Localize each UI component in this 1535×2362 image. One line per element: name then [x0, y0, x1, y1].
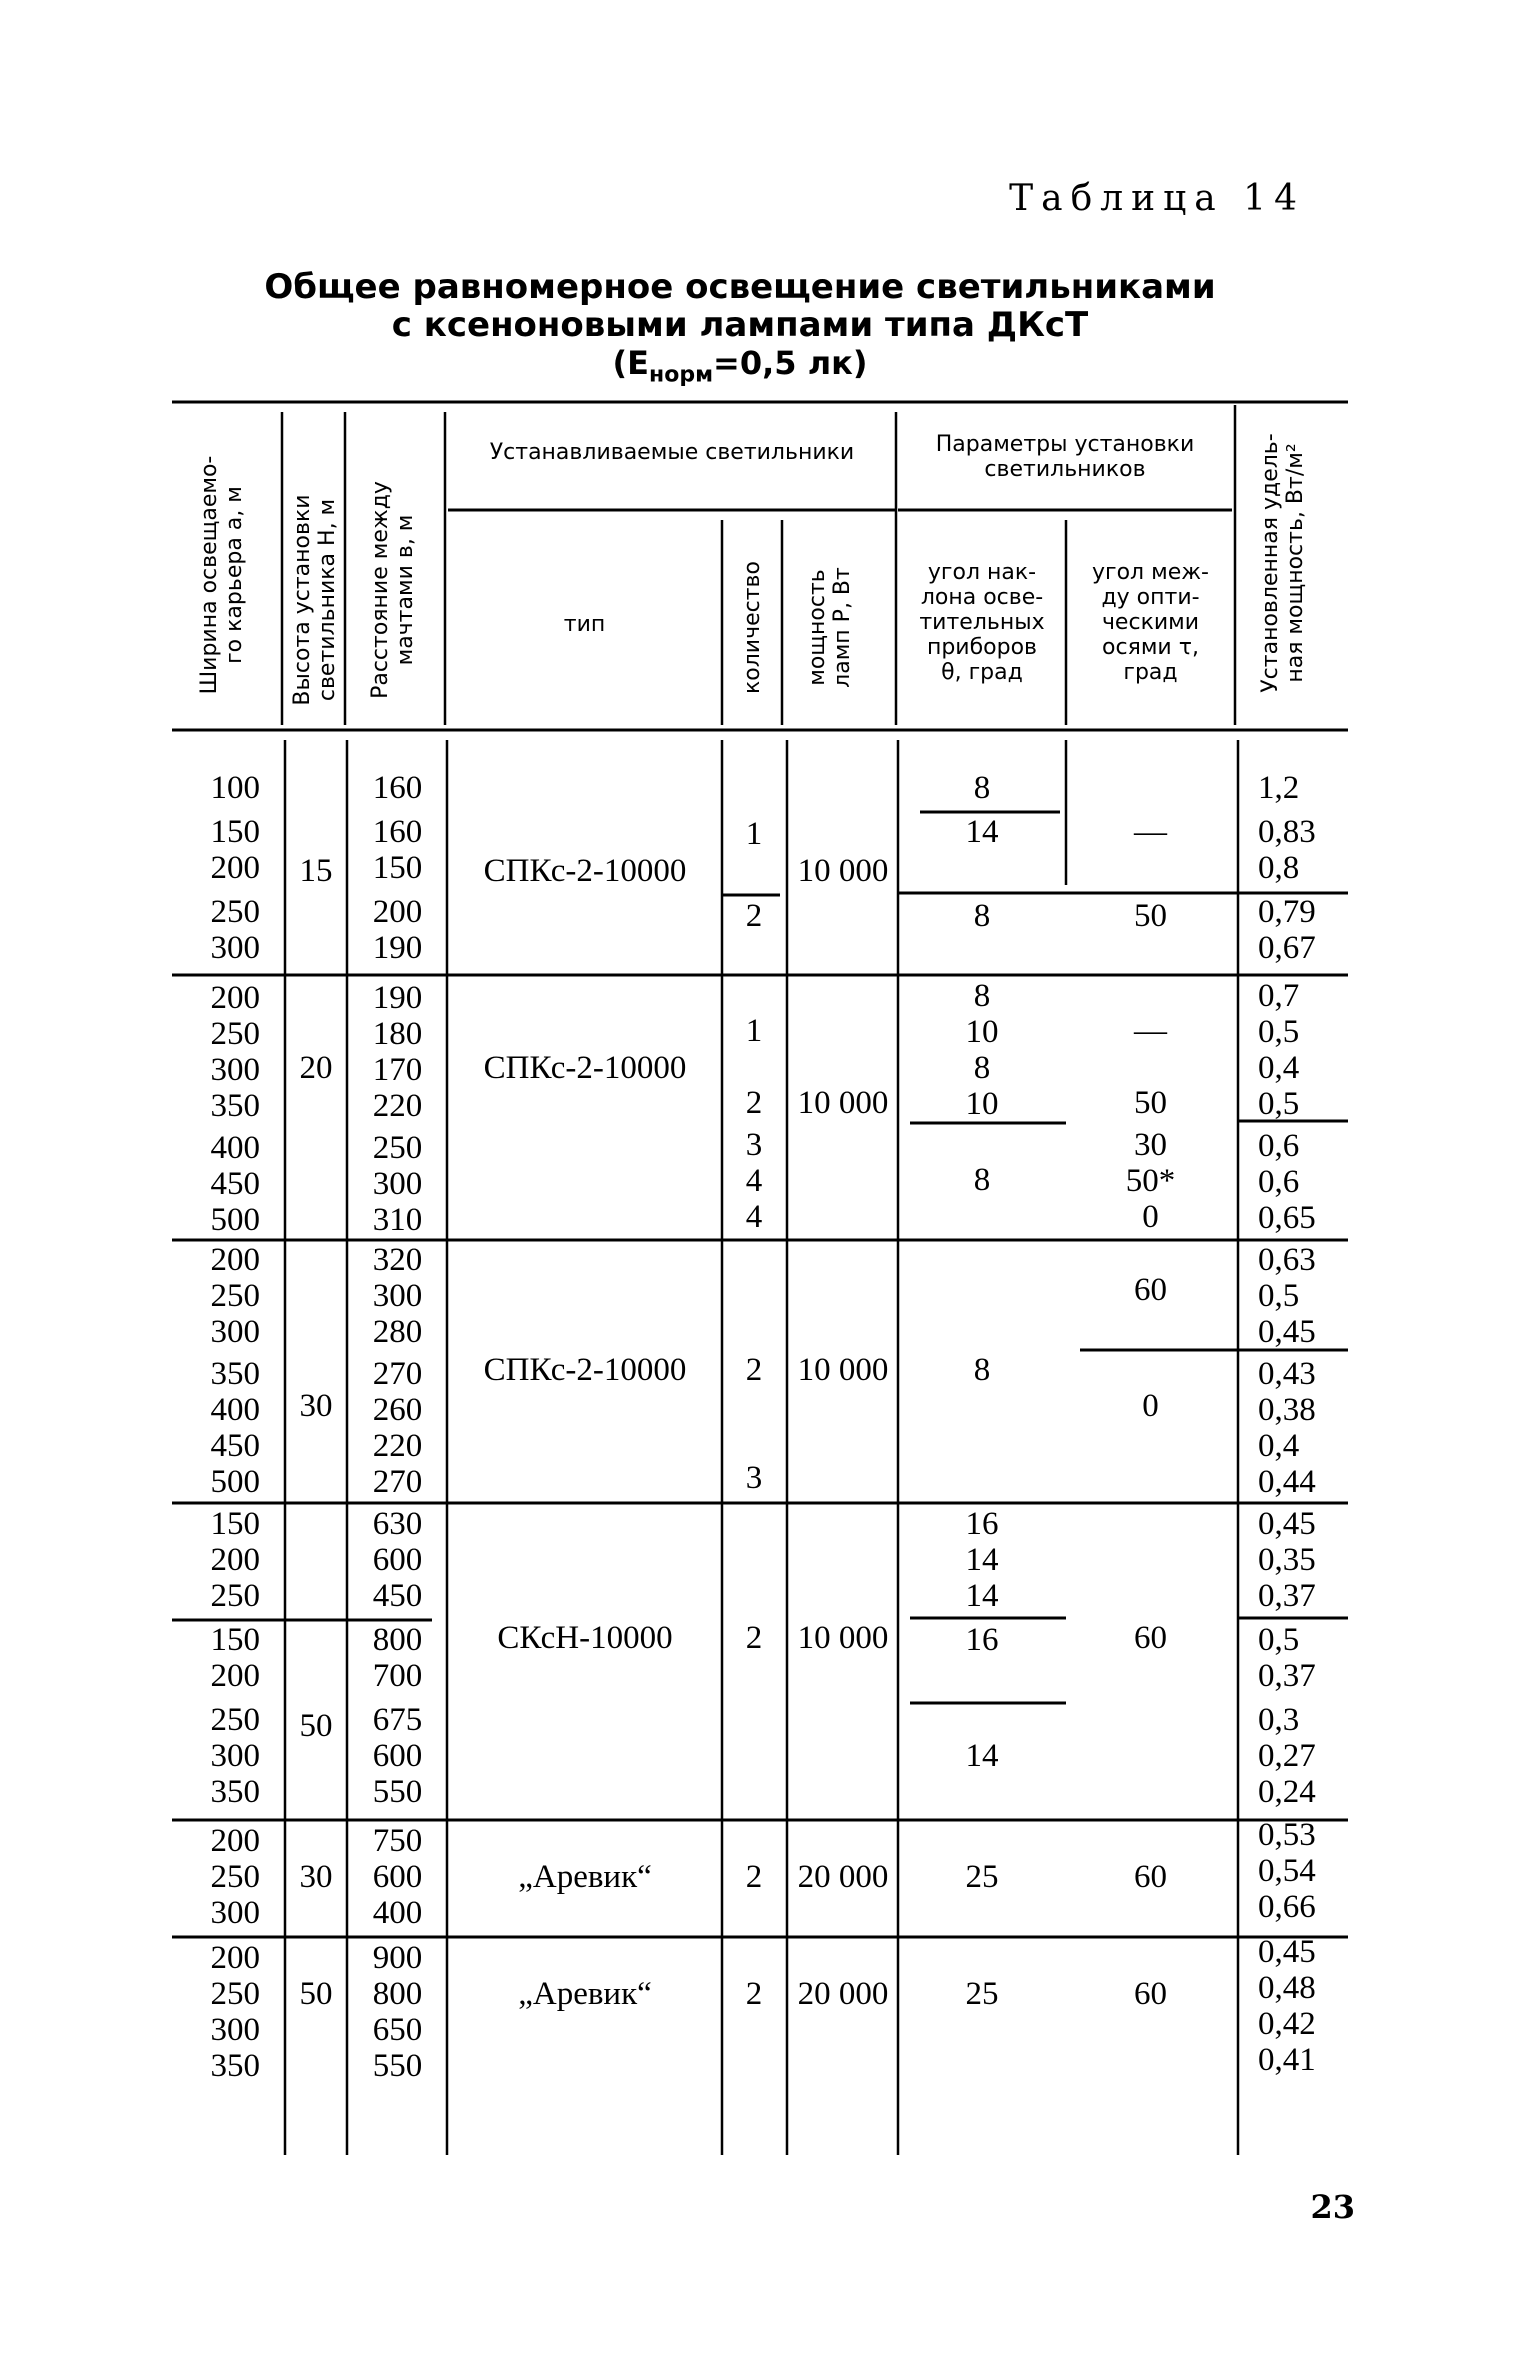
- table-title-line-1: Общее равномерное освещение светильниками: [264, 267, 1216, 307]
- group5-type: „Аревик“: [518, 1859, 652, 1895]
- group3-count-2: 3: [745, 1460, 763, 1496]
- group4-type: СКсН-10000: [497, 1620, 673, 1656]
- group6-widths: 200 250 300 350: [210, 1940, 260, 2084]
- group1-theta-1: 8: [973, 770, 991, 806]
- group1-theta-3: 8: [973, 898, 991, 934]
- group4-distances: 630 600 450 800 700 675 600 550: [372, 1506, 423, 1810]
- group2-counts: 2 3 4 4: [745, 1085, 763, 1235]
- header-mast-distance: Расстояние между мачтами в, м: [368, 481, 418, 699]
- title-sub: норм: [649, 362, 714, 388]
- header-luminaires: Устанавливаемые светильники: [489, 440, 855, 465]
- group3-type: СПКс-2-10000: [483, 1352, 687, 1388]
- group5-height: 30: [299, 1859, 333, 1895]
- group3-widths: 200 250 300 350 400 450 500: [210, 1242, 260, 1500]
- group2-specific-power: 0,7 0,5 0,4 0,5 0,6 0,6 0,65: [1258, 978, 1316, 1236]
- group4-thetas: 16 14 14 16: [965, 1506, 999, 1658]
- title-prefix: (E: [612, 344, 649, 382]
- group2-taus: 50 30 50* 0: [1125, 1085, 1176, 1235]
- header-lamp-power: мощность ламп P, Вт: [805, 567, 855, 688]
- group3-theta: 8: [973, 1352, 991, 1388]
- group6-specific-power: 0,45 0,48 0,42 0,41: [1258, 1934, 1316, 2078]
- group1-theta-2: 14: [965, 814, 999, 850]
- group5-tau: 60: [1134, 1859, 1167, 1895]
- group1-specific-power: 1,2 0,83 0,8 0,79 0,67: [1258, 770, 1316, 966]
- group1-tau-2: 50: [1134, 898, 1167, 934]
- group2-thetas: 8 10 8 10: [965, 978, 999, 1122]
- group5-count: 2: [745, 1859, 763, 1895]
- group2-type: СПКс-2-10000: [483, 1050, 687, 1086]
- group5-theta: 25: [965, 1859, 999, 1895]
- group6-distances: 900 800 650 550: [372, 1940, 423, 2084]
- group5-distances: 750 600 400: [372, 1823, 423, 1931]
- group5-power: 20 000: [797, 1859, 889, 1895]
- group3-height: 30: [299, 1388, 333, 1424]
- table-title-line-2: с ксеноновыми лампами типа ДКсТ: [391, 305, 1089, 345]
- header-angle-theta: угол нак- лона осве- тительных приборов θ, град: [919, 560, 1045, 685]
- group6-theta: 25: [965, 1976, 999, 2012]
- group5-specific-power: 0,53 0,54 0,66: [1258, 1817, 1316, 1925]
- group1-tau-1: —: [1134, 814, 1167, 850]
- table-caption: Таблица 14: [1009, 178, 1305, 219]
- group3-tau-1: 60: [1134, 1272, 1167, 1308]
- group4-theta-5: 14: [965, 1738, 999, 1774]
- group2-distances: 190 180 170 220 250 300 310: [372, 980, 423, 1238]
- group3-tau-2: 0: [1142, 1388, 1159, 1424]
- group2-count-1: 1: [745, 1013, 763, 1049]
- group6-count: 2: [745, 1976, 763, 2012]
- group6-type: „Аревик“: [518, 1976, 652, 2012]
- group4-count: 2: [745, 1620, 763, 1656]
- group1-type: СПКс-2-10000: [483, 853, 687, 889]
- group3-count-1: 2: [745, 1352, 763, 1388]
- header-count: количество: [740, 561, 765, 694]
- group2-tau-1: —: [1134, 1013, 1167, 1049]
- group2-widths: 200 250 300 350 400 450 500: [210, 980, 260, 1238]
- group3-power: 10 000: [797, 1352, 889, 1388]
- group6-tau: 60: [1134, 1976, 1167, 2012]
- group3-specific-power: 0,63 0,5 0,45 0,43 0,38 0,4 0,44: [1258, 1242, 1316, 1500]
- group4-power: 10 000: [797, 1620, 889, 1656]
- group4-specific-power: 0,45 0,35 0,37 0,5 0,37 0,3 0,27 0,24: [1258, 1506, 1316, 1810]
- group6-height: 50: [299, 1976, 333, 2012]
- group3-distances: 320 300 280 270 260 220 270: [372, 1242, 423, 1500]
- group6-power: 20 000: [797, 1976, 889, 2012]
- header-specific-power: Установленная удель- ная мощность, Вт/м²: [1258, 433, 1308, 693]
- group1-distances: 160 160 150 200 190: [372, 770, 423, 966]
- group1-height: 15: [299, 853, 333, 889]
- group4-widths: 150 200 250 150 200 250 300 350: [210, 1506, 260, 1810]
- group1-count-2: 2: [745, 898, 763, 934]
- header-angle-tau: угол меж- ду опти- ческими осями τ, град: [1092, 560, 1209, 685]
- header-pit-width: Ширина освещаемо- го карьера a, м: [197, 455, 247, 695]
- group2-power: 10 000: [797, 1085, 889, 1121]
- group5-widths: 200 250 300: [210, 1823, 260, 1931]
- title-suffix: =0,5 лк): [713, 344, 868, 382]
- group1-widths: 100 150 200 250 300: [210, 770, 260, 966]
- group2-theta-5: 8: [973, 1162, 991, 1198]
- group4-height: 50: [299, 1708, 333, 1744]
- group1-count-1: 1: [745, 816, 763, 852]
- group2-height: 20: [299, 1050, 333, 1086]
- page-number: 23: [1310, 2188, 1355, 2226]
- header-mount-height: Высота установки светильника H, м: [290, 494, 340, 706]
- header-params: Параметры установки светильников: [935, 432, 1195, 482]
- header-type: тип: [563, 612, 606, 637]
- group1-power: 10 000: [797, 853, 889, 889]
- group4-tau: 60: [1134, 1620, 1167, 1656]
